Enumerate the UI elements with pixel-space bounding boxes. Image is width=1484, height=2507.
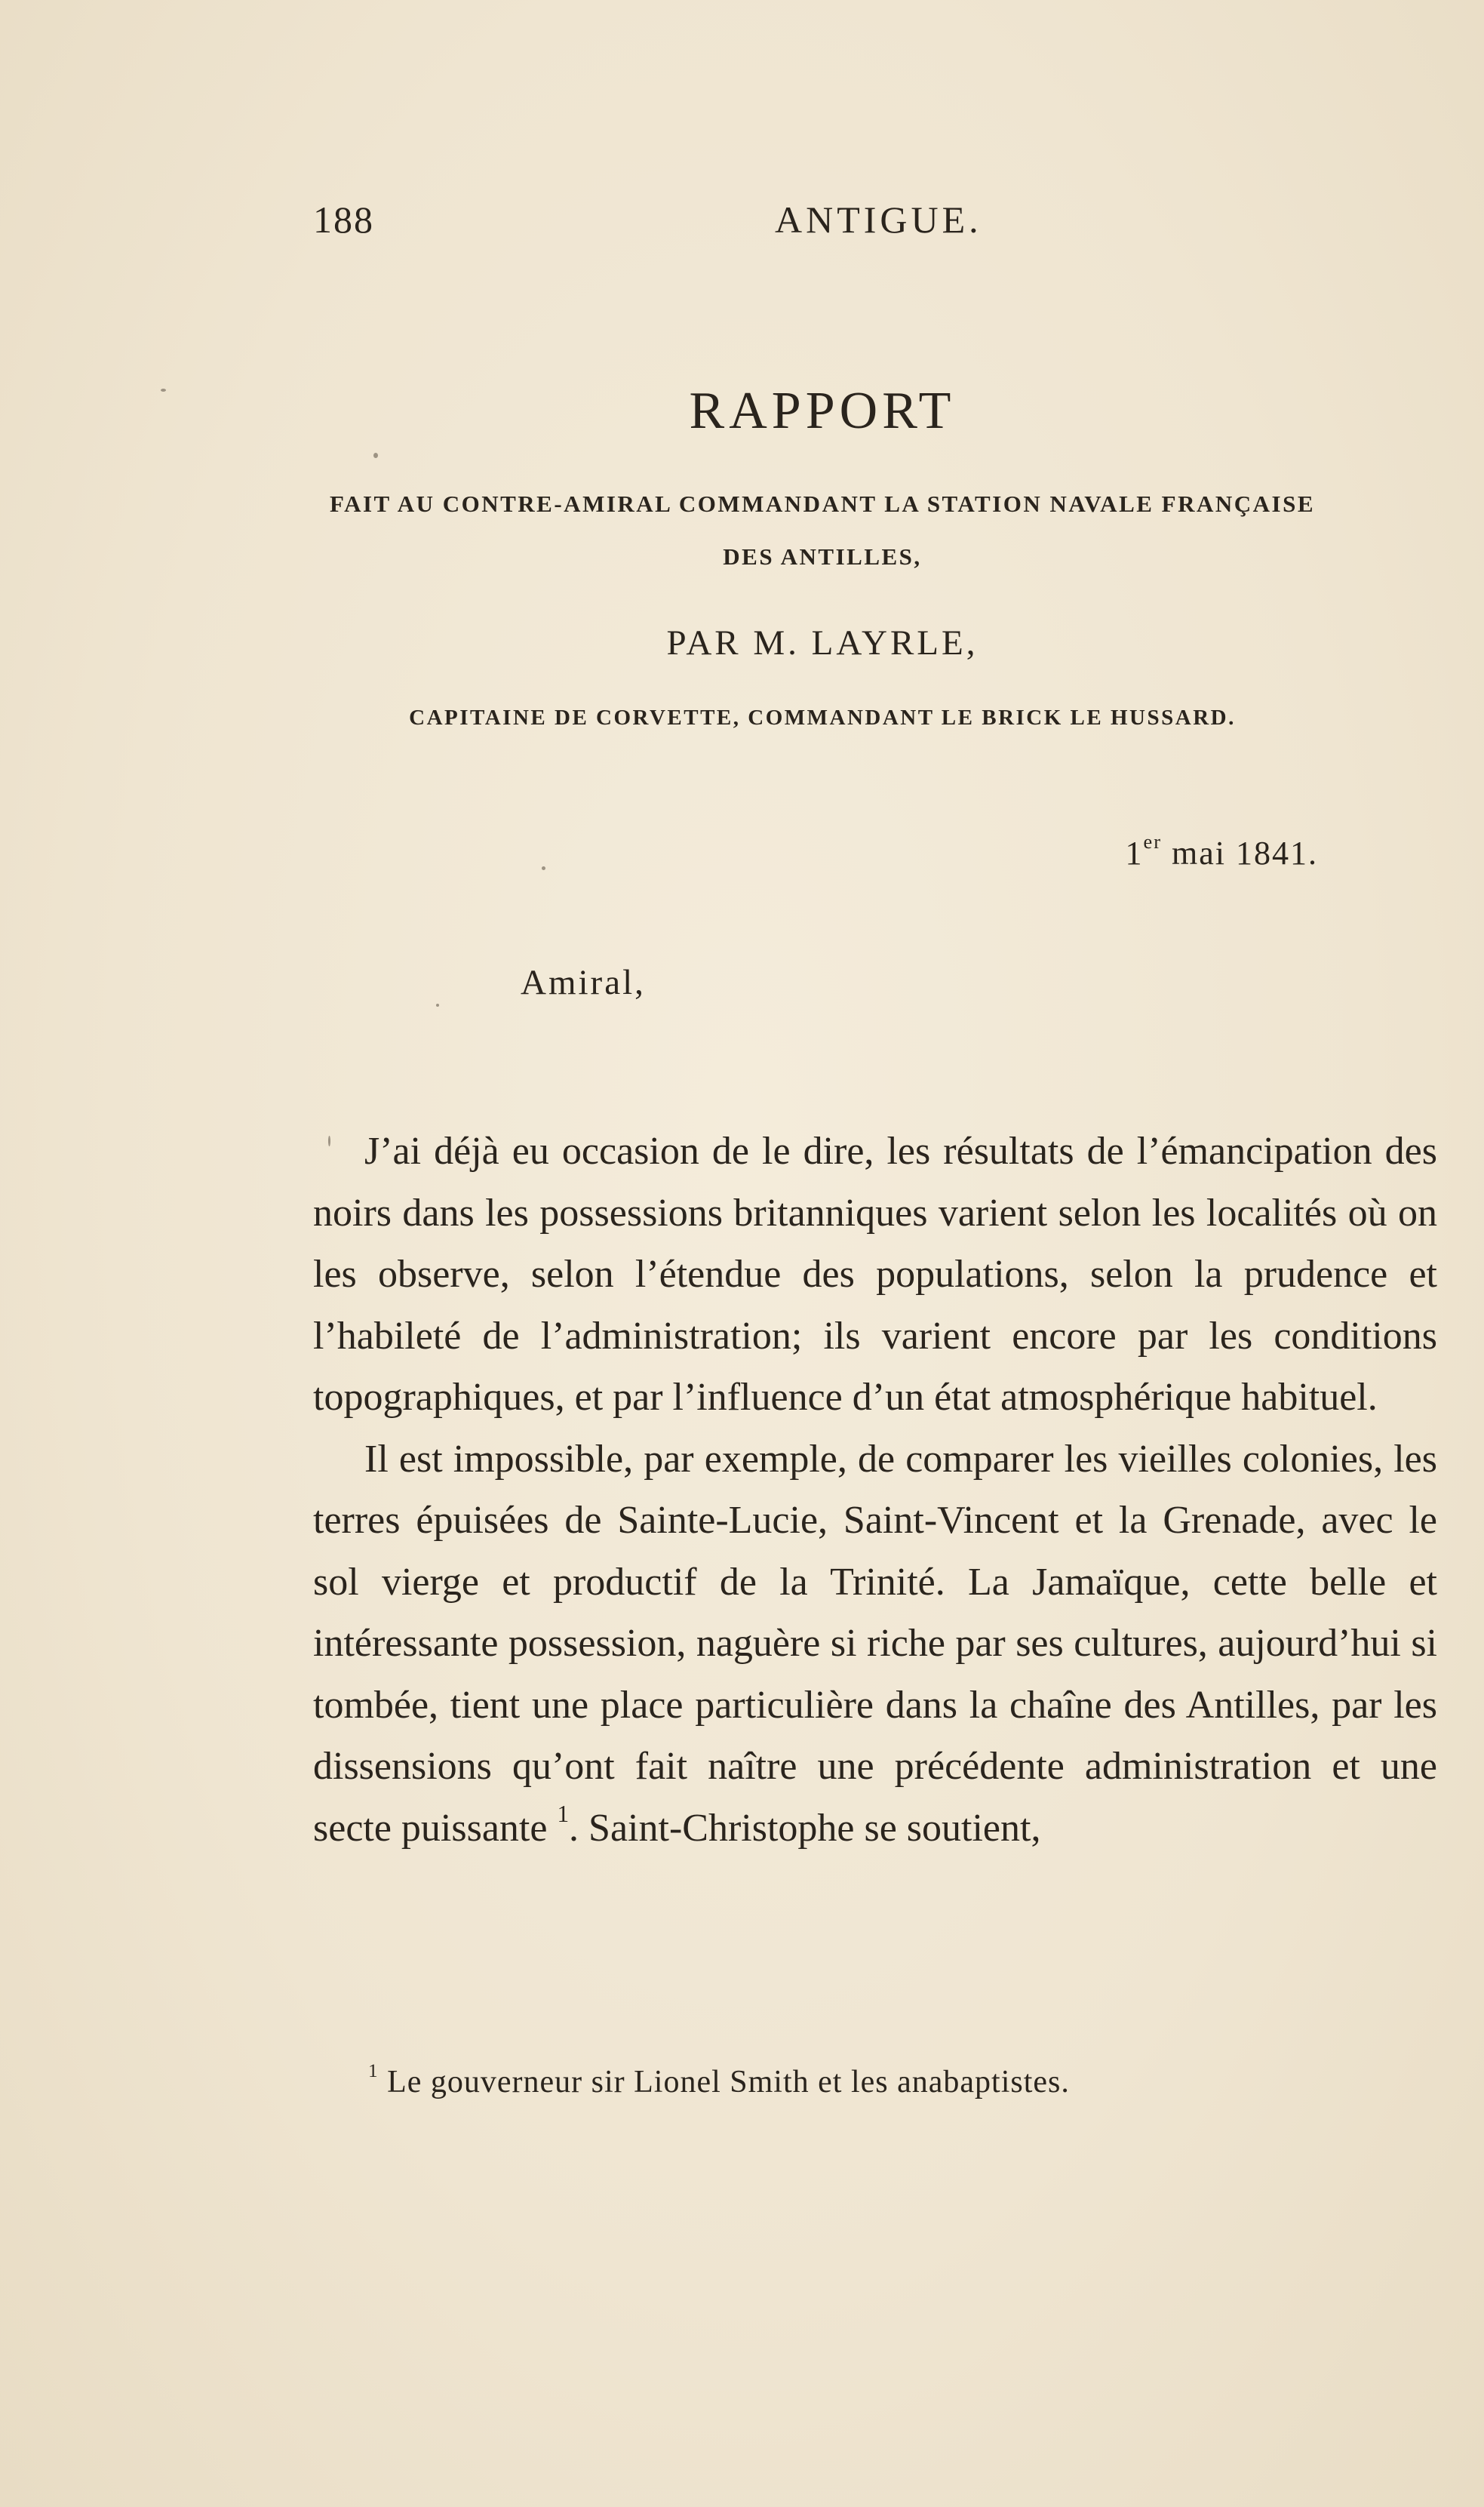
paragraph-2-after-note: . Saint-Christophe se soutient, [569,1806,1041,1850]
paper-speck [542,866,545,870]
date-day: 1 [1125,835,1144,872]
date-rest: mai 1841. [1162,835,1318,872]
report-title: RAPPORT [689,382,956,440]
running-title: ANTIGUE. [775,198,982,241]
paragraph-1: J’ai déjà eu occasion de le dire, les résultats de l’émancipation des noirs dans les possessions britanniques varient selon les localités où on les observe, selon l’étendue des populations, selon la prudence et l’habileté de l’administration; ils varient encore par les conditions topographiques, et par l’influence d’un état atmosphérique habituel. [313,1130,1437,1419]
paper-speck [161,389,166,392]
report-author: PAR M. LAYRLE, [666,623,979,663]
author-role: CAPITAINE DE CORVETTE, COMMANDANT LE BRICK LE HUSSARD. [409,706,1236,730]
footnote-reference: 1 [557,1800,570,1827]
paper-speck [373,453,378,458]
paper-speck [328,1136,330,1146]
report-date [1125,830,1319,872]
report-subtitle-line2: DES ANTILLES, [723,543,922,570]
report-subtitle-line1: FAIT AU CONTRE-AMIRAL COMMANDANT LA STATION NAVALE FRANÇAISE [329,491,1316,517]
paragraph-2 [313,1429,1437,1859]
paper-speck [436,1004,439,1007]
page-number: 188 [313,198,374,241]
running-head [313,198,1437,243]
body-text [313,1121,1437,1859]
footnote-marker: 1 [368,2060,379,2081]
footnote [368,2060,1070,2100]
date-superscript: er [1143,830,1163,854]
footnote-text: Le gouverneur sir Lionel Smith et les anabaptistes. [378,2065,1070,2099]
salutation: Amiral, [521,963,646,1002]
paragraph-2-before-note: Il est impossible, par exemple, de comparer les vieilles colonies, les terres épuisées de Sainte-Lucie, Saint-Vincent et la Grenade, avec le sol vierge et productif de la Trinité. La Jamaïque, cette belle et intéressante possession, naguère si riche par ses cultures, aujourd’hui si tombée, tient une place particulière dans la chaîne des Antilles, par les dissensions qu’ont fait naître une précédente administration et une secte puissante [313,1437,1437,1850]
